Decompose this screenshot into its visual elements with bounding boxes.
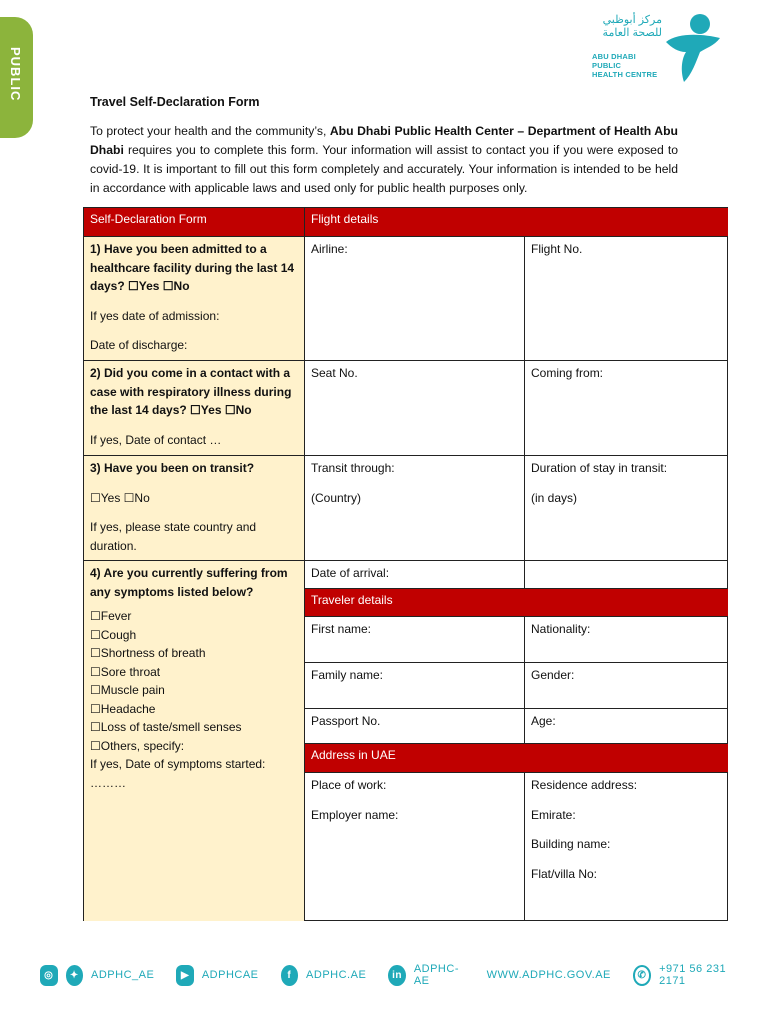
logo-arabic (592, 14, 662, 40)
flight-details-header: Flight details (304, 208, 728, 236)
symptom-muscle-pain: ☐Muscle pain (90, 683, 165, 697)
twitter-icon[interactable]: ✦ (66, 965, 84, 986)
logo-english-line2: HEALTH CENTRE (592, 70, 658, 79)
family-name-label: Family name: (311, 668, 384, 682)
flight-no-field[interactable] (524, 236, 728, 360)
nationality-field[interactable] (524, 616, 728, 662)
form-title: Travel Self-Declaration Form (90, 95, 260, 109)
passport-no-label: Passport No. (311, 714, 381, 728)
coming-from-label: Coming from: (531, 366, 604, 380)
flight-no-label: Flight No. (531, 242, 583, 256)
residence-address-label: Residence address: (531, 778, 638, 792)
coming-from-field[interactable] (524, 360, 728, 455)
transit-detail-label: If yes, please state country and duration. (90, 520, 257, 553)
linkedin-icon[interactable]: in (388, 965, 406, 986)
place-of-work-label: Place of work: (311, 778, 387, 792)
residence-address-field[interactable] (524, 772, 728, 921)
contact-date-label: If yes, Date of contact … (90, 432, 222, 447)
employer-name-label: Employer name: (311, 807, 399, 822)
transit-through-label: Transit through: (311, 461, 395, 475)
discharge-date-label: Date of discharge: (90, 338, 188, 352)
adphc-logo (592, 12, 722, 84)
first-name-label: First name: (311, 622, 372, 636)
facebook-icon[interactable]: f (281, 965, 299, 986)
youtube-icon[interactable]: ▶ (176, 965, 194, 986)
symptom-shortness-of-breath: ☐Shortness of breath (90, 646, 206, 660)
public-label: PUBLIC (8, 47, 23, 102)
transit-country-hint: (Country) (311, 490, 362, 505)
youtube-handle[interactable]: ADPHCAE (201, 969, 259, 981)
nationality-label: Nationality: (531, 622, 591, 636)
question-4 (84, 560, 304, 921)
intro-paragraph (90, 122, 678, 198)
question-2 (84, 360, 304, 455)
intro-text-1: To protect your health and the community’s, (90, 124, 330, 138)
address-uae-header: Address in UAE (304, 743, 728, 772)
public-classification-tab (0, 17, 33, 138)
seat-no-field[interactable] (304, 360, 524, 455)
arrival-date-value[interactable] (524, 560, 728, 588)
self-declaration-header: Self-Declaration Form (84, 208, 304, 236)
question-4-text: 4) Are you currently suffering from any symptoms listed below? (90, 566, 288, 599)
traveler-details-header: Traveler details (304, 588, 728, 616)
question-3-options: ☐Yes ☐No (90, 490, 150, 505)
instagram-icon[interactable]: ◎ (40, 965, 58, 986)
age-label: Age: (531, 714, 556, 728)
airline-field[interactable] (304, 236, 524, 360)
footer-contacts (40, 962, 740, 988)
intro-org-name: Abu Dhabi Public Health Center – Department of Health Abu Dhabi (90, 124, 678, 157)
age-field[interactable] (524, 708, 728, 743)
transit-through-field[interactable] (304, 455, 524, 560)
symptom-loss-taste-smell: ☐Loss of taste/smell senses (90, 720, 242, 734)
question-2-text: 2) Did you come in a contact with a case with respiratory illness during the last 14 days? ☐Yes ☐No (90, 366, 292, 417)
website-link[interactable]: WWW.ADPHC.GOV.AE (486, 969, 611, 981)
logo-arabic-line2: للصحة العامة (602, 27, 662, 39)
whatsapp-icon[interactable]: ✆ (633, 965, 651, 986)
declaration-table (83, 207, 728, 921)
symptom-others: ☐Others, specify: (90, 738, 185, 753)
twitter-handle[interactable]: ADPHC_AE (91, 969, 155, 981)
seat-no-label: Seat No. (311, 366, 358, 380)
symptom-start-date-label: If yes, Date of symptoms started: (90, 757, 266, 771)
first-name-field[interactable] (304, 616, 524, 662)
symptom-cough: ☐Cough (90, 627, 137, 642)
question-3 (84, 455, 304, 560)
question-1-text: 1) Have you been admitted to a healthcare facility during the last 14 days? ☐Yes ☐No (90, 242, 295, 293)
transit-days-hint: (in days) (531, 490, 578, 505)
linkedin-handle[interactable]: ADPHC-AE (413, 963, 459, 987)
logo-english-line1: ABU DHABI PUBLIC (592, 52, 636, 70)
emirate-label: Emirate: (531, 807, 576, 822)
logo-english (592, 52, 662, 79)
admission-date-label: If yes date of admission: (90, 308, 220, 323)
gender-label: Gender: (531, 668, 575, 682)
passport-no-field[interactable] (304, 708, 524, 743)
symptom-sore-throat: ☐Sore throat (90, 664, 161, 679)
logo-figure-icon (664, 12, 722, 84)
question-3-text: 3) Have you been on transit? (90, 461, 255, 475)
logo-arabic-line1: مركز أبوظبي (602, 14, 662, 26)
facebook-handle[interactable]: ADPHC.AE (306, 969, 367, 981)
arrival-date-field[interactable] (304, 560, 524, 588)
family-name-field[interactable] (304, 662, 524, 708)
symptom-headache: ☐Headache (90, 701, 156, 716)
transit-duration-field[interactable] (524, 455, 728, 560)
symptom-date-dots: ……… (90, 775, 126, 790)
work-address-field[interactable] (304, 772, 524, 921)
transit-duration-label: Duration of stay in transit: (531, 461, 668, 475)
intro-text-2: requires you to complete this form. Your information will assist to contact you if you were exposed to covid-19. It is important to fill out this form completely and accurately. Your information is intended to be held in accordance with applicable laws and used only for public health purposes only. (90, 143, 678, 195)
airline-label: Airline: (311, 242, 348, 256)
gender-field[interactable] (524, 662, 728, 708)
phone-number[interactable]: +971 56 231 2171 (659, 963, 727, 987)
symptom-fever: ☐Fever (90, 609, 132, 623)
question-1 (84, 236, 304, 360)
flat-villa-label: Flat/villa No: (531, 866, 598, 881)
arrival-date-label: Date of arrival: (311, 566, 390, 580)
building-name-label: Building name: (531, 837, 611, 851)
symptom-list (90, 607, 298, 755)
